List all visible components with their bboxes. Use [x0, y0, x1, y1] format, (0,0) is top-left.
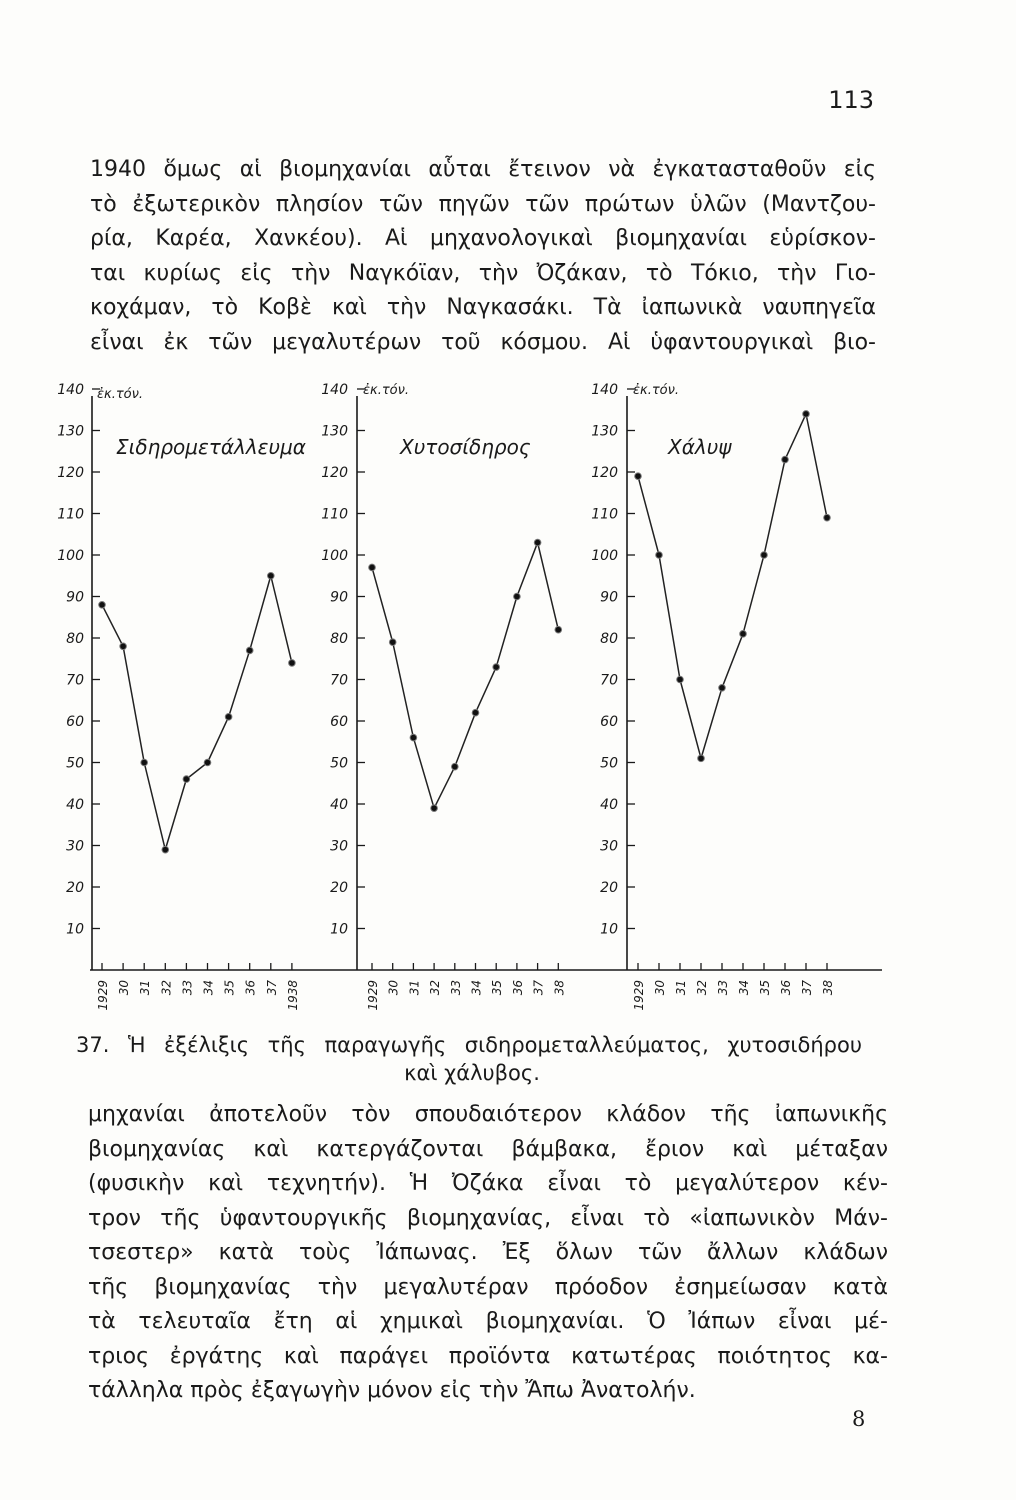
y-tick-label: 80 — [600, 631, 618, 647]
x-tick-label: 36 — [243, 980, 258, 996]
y-tick-label: 50 — [66, 755, 84, 772]
y-tick-label: 10 — [330, 921, 348, 938]
y-axis-unit-label: ἐκ.τόν. — [97, 387, 143, 402]
y-tick-label: 80 — [66, 631, 84, 647]
data-point — [719, 685, 726, 692]
y-tick-label: 90 — [600, 589, 618, 606]
chart-title: Χάλυψ — [668, 435, 732, 459]
x-tick-label: 32 — [428, 980, 443, 996]
y-axis-unit-label: ἐκ.τόν. — [633, 383, 679, 398]
y-tick-label: 90 — [66, 589, 84, 606]
data-point — [141, 759, 148, 766]
x-tick-label: 35 — [222, 980, 237, 996]
text-line: τὰ τελευταῖα ἔτη αἱ χημικαὶ βιομηχανίαι. Ὁ Ἰάπων εἶναι μέ- — [88, 1309, 888, 1334]
y-tick-label: 120 — [321, 465, 348, 481]
x-tick-label: 37 — [264, 980, 279, 996]
text-line: κοχάμαν, τὸ Κοβὲ καὶ τὴν Ναγκασάκι. Τὰ ἰαπωνικὰ ναυπηγεῖα — [90, 295, 876, 320]
text-line: βιομηχανίας καὶ κατεργάζονται βάμβακα, ἔριον καὶ μέταξαν — [88, 1136, 888, 1162]
text-line: μηχανίαι ἀποτελοῦν τὸν σπουδαιότερον κλάδον τῆς ἰαπωνικῆς — [88, 1102, 888, 1127]
x-tick-label: 38 — [552, 980, 567, 996]
data-point — [803, 411, 810, 418]
y-tick-label: 70 — [330, 672, 348, 689]
data-point — [369, 564, 376, 571]
series-line — [372, 543, 558, 809]
x-tick-label: 36 — [779, 980, 793, 996]
y-axis-unit-label: ἐκ.τόν. — [363, 383, 409, 398]
data-point — [824, 514, 831, 521]
caption-line: 37. Ἡ ἐξέλιξις τῆς παραγωγῆς σιδηρομεταλλεύματος, χυτοσιδήρου — [76, 1033, 862, 1057]
text-line: τὸ ἐξωτερικὸν πλησίον τῶν πηγῶν τῶν πρώτων ὑλῶν (Μαντζου- — [90, 191, 876, 217]
chart-2 — [321, 382, 566, 1011]
data-point — [162, 846, 169, 853]
x-tick-label: 32 — [695, 980, 709, 996]
y-tick-label: 120 — [591, 465, 618, 481]
x-tick-label: 1929 — [96, 980, 110, 1011]
signature-mark: 8 — [852, 1407, 866, 1431]
y-tick-label: 140 — [591, 382, 618, 398]
data-point — [389, 639, 396, 646]
data-point — [656, 552, 663, 559]
x-tick-label: 30 — [386, 980, 401, 996]
x-tick-label: 1938 — [285, 980, 300, 1011]
data-point — [183, 776, 190, 783]
data-point — [782, 456, 789, 463]
text-line: τσεστερ» κατὰ τοὺς Ἰάπωνας. Ἐξ ὅλων τῶν ἄλλων κλάδων — [88, 1240, 888, 1265]
data-point — [246, 647, 253, 654]
y-tick-label: 140 — [321, 382, 348, 398]
y-tick-label: 130 — [57, 423, 84, 440]
x-tick-label: 1929 — [366, 980, 380, 1011]
x-tick-label: 34 — [201, 980, 216, 996]
x-tick-label: 31 — [138, 980, 153, 996]
data-point — [514, 593, 521, 600]
chart-title: Χυτοσίδηρος — [400, 435, 531, 459]
data-point — [410, 734, 417, 741]
y-tick-label: 140 — [57, 382, 84, 398]
y-tick-label: 20 — [330, 880, 348, 896]
data-point — [289, 660, 296, 667]
y-tick-label: 70 — [600, 672, 618, 689]
y-tick-label: 40 — [66, 797, 84, 813]
data-point — [493, 664, 500, 671]
y-tick-label: 30 — [330, 838, 348, 855]
data-point — [431, 805, 438, 812]
x-tick-label: 34 — [737, 980, 751, 996]
x-tick-label: 30 — [653, 980, 667, 996]
y-tick-label: 20 — [66, 880, 84, 896]
text-line: τρον τῆς ὑφαντουργικῆς βιομηχανίας, εἶναι τὸ «ἰαπωνικὸν Μάν- — [88, 1205, 888, 1231]
x-tick-label: 32 — [159, 980, 174, 996]
chart-3 — [591, 382, 835, 1011]
text-line: τάλληλα πρὸς ἐξαγωγὴν μόνον εἰς τὴν Ἄπω Ἀνατολήν. — [88, 1378, 696, 1403]
y-tick-label: 60 — [66, 714, 84, 730]
y-tick-label: 10 — [66, 921, 84, 938]
data-point — [761, 552, 768, 559]
text-line: τῆς βιομηχανίας τὴν μεγαλυτέραν πρόοδον ἐσημείωσαν κατὰ — [88, 1274, 888, 1300]
y-tick-label: 60 — [330, 714, 348, 730]
y-tick-label: 90 — [330, 589, 348, 606]
x-tick-label: 36 — [510, 980, 525, 996]
chart-title: Σιδηρομετάλλευμα — [116, 435, 306, 459]
text-line: 1940 ὅμως αἱ βιομηχανίαι αὗται ἔτεινον νὰ ἐγκατασταθοῦν εἰς — [90, 157, 876, 182]
y-tick-label: 130 — [321, 423, 348, 440]
x-tick-label: 31 — [407, 980, 422, 996]
series-line — [638, 414, 827, 758]
x-tick-label: 37 — [800, 980, 814, 996]
text-line: εἶναι ἐκ τῶν μεγαλυτέρων τοῦ κόσμου. Αἱ ὑφαντουργικαὶ βιο- — [90, 329, 876, 355]
chart-1 — [57, 382, 306, 1011]
x-tick-label: 30 — [117, 980, 132, 996]
series-line — [102, 576, 292, 850]
paragraph-top — [90, 153, 876, 360]
y-tick-label: 50 — [600, 755, 618, 772]
data-point — [555, 626, 562, 633]
x-tick-label: 33 — [716, 980, 730, 996]
data-point — [677, 676, 684, 683]
y-tick-label: 100 — [321, 548, 348, 564]
y-tick-label: 10 — [600, 921, 618, 938]
data-point — [99, 602, 106, 609]
y-tick-label: 70 — [66, 672, 84, 689]
x-tick-label: 37 — [531, 980, 546, 996]
y-tick-label: 100 — [591, 548, 618, 564]
x-tick-label: 33 — [448, 980, 463, 996]
data-point — [698, 755, 705, 762]
y-tick-label: 40 — [330, 797, 348, 813]
y-tick-label: 40 — [600, 797, 618, 813]
x-tick-label: 1929 — [632, 980, 646, 1011]
text-line: (φυσικὴν καὶ τεχνητήν). Ἡ Ὀζάκα εἶναι τὸ μεγαλύτερον κέν- — [88, 1171, 888, 1196]
x-tick-label: 34 — [469, 980, 484, 996]
y-tick-label: 130 — [591, 423, 618, 440]
page-number: 113 — [828, 86, 874, 114]
y-tick-label: 110 — [591, 506, 618, 523]
paragraph-bottom — [88, 1098, 888, 1409]
y-tick-label: 110 — [321, 506, 348, 523]
y-tick-label: 100 — [57, 548, 84, 564]
text-line: ρία, Καρέα, Χανκέου). Αἱ μηχανολογικαὶ βιομηχανίαι εὑρίσκον- — [90, 226, 876, 251]
x-tick-label: 33 — [180, 980, 195, 996]
y-tick-label: 50 — [330, 755, 348, 772]
y-tick-label: 20 — [600, 880, 618, 896]
production-charts-figure — [0, 370, 1016, 1030]
y-tick-label: 110 — [57, 506, 84, 523]
data-point — [120, 643, 127, 650]
caption-line: καὶ χάλυβος. — [404, 1061, 540, 1085]
data-point — [635, 473, 642, 480]
y-tick-label: 30 — [66, 838, 84, 855]
data-point — [452, 763, 459, 770]
data-point — [534, 539, 541, 546]
y-tick-label: 30 — [600, 838, 618, 855]
y-tick-label: 60 — [600, 714, 618, 730]
data-point — [740, 631, 747, 638]
y-tick-label: 80 — [330, 631, 348, 647]
x-tick-label: 35 — [758, 980, 772, 996]
text-line: ται κυρίως εἰς τὴν Ναγκόϊαν, τὴν Ὀζάκαν, τὸ Τόκιο, τὴν Γιο- — [90, 260, 876, 286]
data-point — [204, 759, 211, 766]
text-line: τριος ἐργάτης καὶ παράγει προϊόντα κατωτέρας ποιότητος κα- — [88, 1343, 888, 1369]
data-point — [472, 709, 479, 716]
data-point — [268, 572, 275, 579]
x-tick-label: 35 — [490, 980, 505, 996]
x-tick-label: 31 — [674, 980, 688, 996]
figure-caption — [76, 1031, 862, 1087]
y-tick-label: 120 — [57, 465, 84, 481]
x-tick-label: 38 — [821, 980, 835, 996]
data-point — [225, 714, 232, 721]
